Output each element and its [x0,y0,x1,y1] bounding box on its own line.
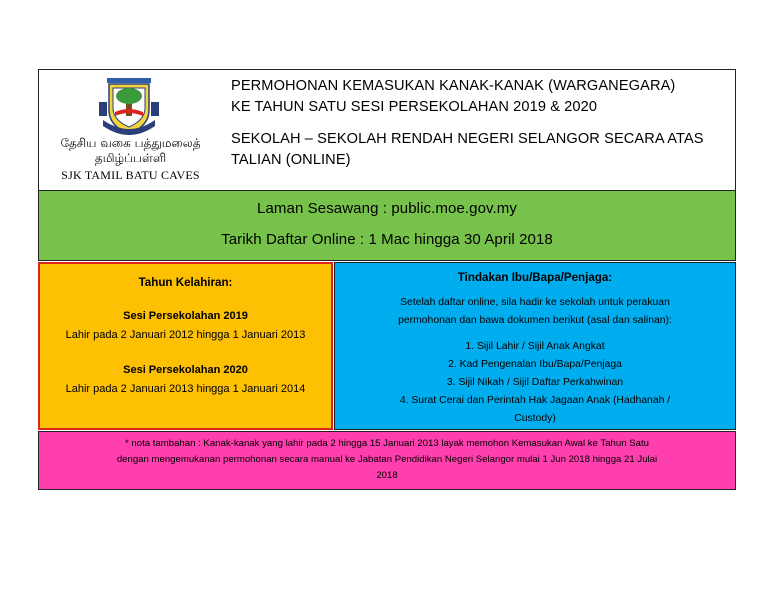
additional-note-box [38,431,736,490]
note-line-3: 2018 [376,470,398,481]
title-line-1: PERMOHONAN KEMASUKAN KANAK-KANAK (WARGANEGARA) [231,78,676,94]
registration-date-line: Tarikh Daftar Online : 1 Mac hingga 30 April 2018 [221,231,553,248]
subtitle-line-1: SEKOLAH – SEKOLAH RENDAH NEGERI SELANGOR SECARA ATAS [231,131,704,147]
school-name: SJK TAMIL BATU CAVES [61,168,200,182]
note-line-1: * nota tambahan : Kanak-kanak yang lahir pada 2 hingga 15 Januari 2013 layak memohon Kemasukan Awal ke Tahun Satu [125,438,649,449]
parent-action-box [334,262,736,430]
session-2020-title: Sesi Persekolahan 2020 [123,364,248,376]
subtitle-line-2: TALIAN (ONLINE) [231,152,351,168]
school-crest-icon [97,76,161,140]
title-block [231,76,733,171]
website-banner [38,191,736,261]
note-line-2: dengan mengemukanan permohonan secara manual ke Jabatan Pendidikan Negeri Selangor mulai 1 Jun 2018 hingga 21 Julai [116,454,658,465]
parent-action-intro-line2: permohonan dan bawa dokumen berikut (asal dan salinan): [398,315,672,326]
parent-action-heading: Tindakan Ibu/Bapa/Penjaga: [457,271,613,284]
document-list-item: 3. Sijil Nikah / Sijil Daftar Perkahwinan [446,377,624,388]
parent-action-intro-line1: Setelah daftar online, sila hadir ke sekolah untuk perakuan [400,297,670,308]
document-list-item: 4. Surat Cerai dan Perintah Hak Jagaan Anak (Hadhanah / [399,395,671,406]
header-section [38,69,736,191]
website-line: Laman Sesawang : public.moe.gov.my [257,200,517,217]
birth-year-heading: Tahun Kelahiran: [138,276,233,289]
document-list-item: 2. Kad Pengenalan Ibu/Bapa/Penjaga [448,359,622,370]
session-2020-text: Lahir pada 2 Januari 2013 hingga 1 Januari 2014 [65,383,306,395]
birth-year-box [38,262,333,430]
session-2019-title: Sesi Persekolahan 2019 [123,310,248,322]
document-list-item: 1. Sijil Lahir / Sijil Anak Angkat [465,341,605,352]
school-logo-block [39,70,222,189]
school-name-tamil-line1: தேசிய வகை பத்துமலைத் [60,136,201,150]
document-list-item-continued: Custody) [514,413,556,424]
session-2019-text: Lahir pada 2 Januari 2012 hingga 1 Januari 2013 [65,329,306,341]
school-name-tamil-line2: தமிழ்ப்பள்ளி [94,151,167,165]
title-line-2: KE TAHUN SATU SESI PERSEKOLAHAN 2019 & 2020 [231,99,598,115]
